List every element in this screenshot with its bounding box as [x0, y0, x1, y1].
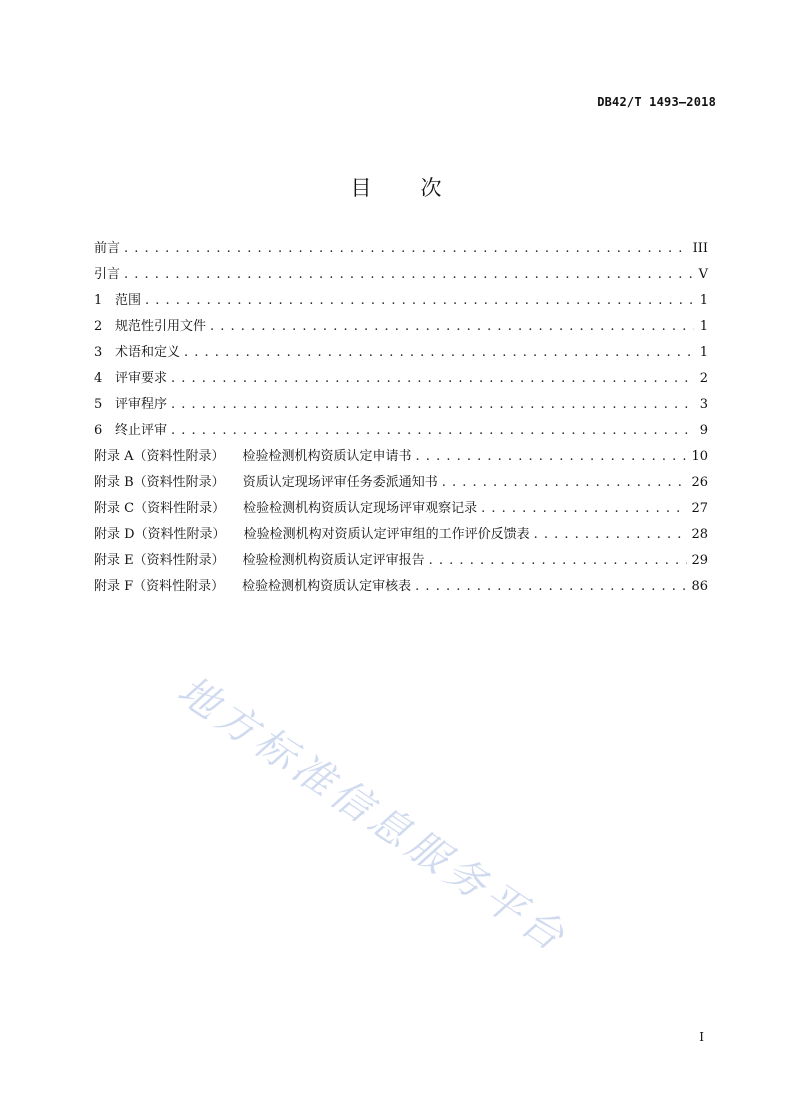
toc-entry-page: 1: [699, 345, 708, 360]
toc-appendix-entry[interactable]: [94, 549, 708, 575]
toc-entry-label: 检验检测机构资质认定审核表: [242, 579, 412, 594]
toc-entry[interactable]: [94, 237, 708, 263]
toc-entry-page: 86: [691, 579, 708, 594]
toc-entry-page: 29: [691, 553, 708, 568]
toc-appendix-tag: 附录 D（资料性附录）: [94, 527, 226, 542]
toc-entry[interactable]: [94, 263, 708, 289]
toc-entry[interactable]: [94, 419, 708, 445]
toc-entry-number: 1: [94, 293, 103, 308]
toc-entry-number: 3: [94, 345, 103, 360]
toc-entry-page: III: [692, 241, 708, 256]
toc-entry-label: 终止评审: [115, 423, 168, 438]
standard-code: DB42/T 1493—2018: [597, 95, 716, 109]
toc-leader-dots: [184, 345, 694, 360]
toc-entry-number: 4: [94, 371, 103, 386]
toc-leader-dots: [124, 241, 689, 256]
toc-entry-label: 范围: [115, 293, 142, 308]
toc-entry-page: 27: [691, 501, 708, 516]
page-title: 目 次: [350, 176, 456, 200]
toc-entry[interactable]: [94, 315, 708, 341]
toc-entry-label: 检验检测机构对资质认定评审组的工作评价反馈表: [243, 527, 530, 542]
table-of-contents: [94, 237, 708, 601]
toc-appendix-tag: 附录 B（资料性附录）: [94, 475, 225, 490]
toc-entry-page: 10: [691, 449, 708, 464]
toc-appendix-entry[interactable]: [94, 445, 708, 471]
toc-leader-dots: [481, 501, 687, 516]
toc-appendix-entry[interactable]: [94, 523, 708, 549]
toc-entry-page: 1: [699, 293, 708, 308]
toc-leader-dots: [145, 293, 694, 308]
toc-leader-dots: [124, 267, 694, 282]
toc-entry-page: 1: [699, 319, 708, 334]
watermark: 地方标准信息服务平台: [169, 667, 577, 963]
toc-appendix-entry[interactable]: [94, 497, 708, 523]
toc-entry-page: V: [698, 267, 708, 282]
toc-entry[interactable]: [94, 367, 708, 393]
toc-entry-label: 规范性引用文件: [115, 319, 207, 334]
toc-entry-page: 3: [699, 397, 708, 412]
toc-appendix-tag: 附录 A（资料性附录）: [94, 449, 225, 464]
toc-entry-page: 9: [699, 423, 708, 438]
toc-leader-dots: [429, 553, 688, 568]
page-number: I: [699, 1030, 704, 1044]
toc-entry[interactable]: [94, 341, 708, 367]
toc-appendix-tag: 附录 E（资料性附录）: [94, 553, 225, 568]
toc-entry[interactable]: [94, 393, 708, 419]
toc-entry-page: 2: [699, 371, 708, 386]
toc-appendix-entry[interactable]: [94, 575, 708, 601]
toc-leader-dots: [171, 423, 694, 438]
toc-leader-dots: [210, 319, 694, 334]
toc-entry-label: 术语和定义: [115, 345, 181, 360]
toc-entry-label: 评审要求: [115, 371, 168, 386]
toc-entry-number: 5: [94, 397, 103, 412]
toc-leader-dots: [171, 371, 694, 386]
toc-leader-dots: [171, 397, 694, 412]
toc-entry-page: 28: [691, 527, 708, 542]
toc-entry-page: 26: [691, 475, 708, 490]
toc-entry-label: 检验检测机构资质认定现场评审观察记录: [243, 501, 478, 516]
toc-entry-label: 引言: [94, 267, 121, 282]
toc-entry-number: 2: [94, 319, 103, 334]
toc-entry-label: 检验检测机构资质认定申请书: [242, 449, 412, 464]
toc-leader-dots: [534, 527, 688, 542]
toc-leader-dots: [442, 475, 688, 490]
toc-entry-number: 6: [94, 423, 103, 438]
toc-entry-label: 检验检测机构资质认定评审报告: [242, 553, 425, 568]
toc-appendix-tag: 附录 C（资料性附录）: [94, 501, 226, 516]
toc-leader-dots: [415, 579, 687, 594]
toc-entry-label: 资质认定现场评审任务委派通知书: [242, 475, 438, 490]
toc-appendix-entry[interactable]: [94, 471, 708, 497]
toc-leader-dots: [416, 449, 688, 464]
toc-entry-label: 评审程序: [115, 397, 168, 412]
toc-entry[interactable]: [94, 289, 708, 315]
toc-entry-label: 前言: [94, 241, 121, 256]
toc-appendix-tag: 附录 F（资料性附录）: [94, 579, 225, 594]
